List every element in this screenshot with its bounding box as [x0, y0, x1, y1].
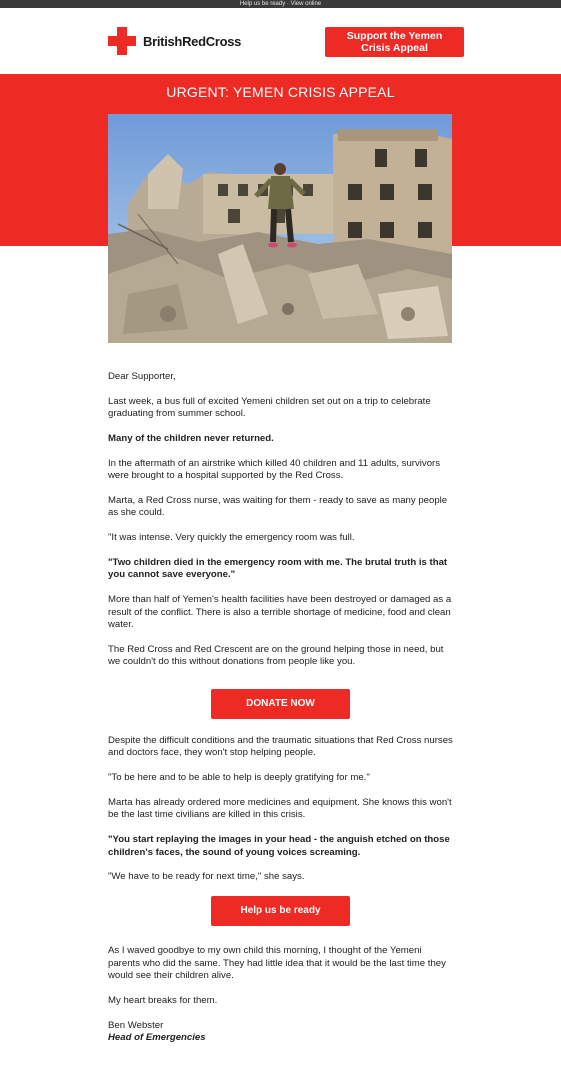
logo-text: BritishRedCross — [143, 33, 242, 49]
paragraph: More than half of Yemen's health facilities have been destroyed or damaged as a result of the conflict. There is also a terrible shortage of medicine, food and clean water. — [108, 594, 452, 631]
quote-bold: "Two children died in the emergency room with me. The brutal truth is that you cannot save everyone." — [108, 557, 448, 581]
preheader-bar — [0, 0, 561, 8]
quote-bold: "You start replaying the images in your head - the anguish etched on those children's faces, the sound of young voices screaming. — [108, 834, 450, 858]
signature-title: Head of Emergencies — [108, 1032, 206, 1044]
paragraph: In the aftermath of an airstrike which killed 40 children and 11 adults, survivors were brought to a hospital supported by the Red Cross. — [108, 457, 441, 482]
email-header — [0, 8, 561, 74]
signature-name: Ben Webster — [108, 1019, 164, 1031]
donate-now-button[interactable]: DONATE NOW — [211, 689, 350, 719]
paragraph: Last week, a bus full of excited Yemeni children set out on a trip to celebrate graduating from summer school. — [108, 395, 431, 420]
paragraph: "It was intense. Very quickly the emergency room was full. — [108, 532, 355, 544]
view-online-link[interactable]: View online — [290, 1, 322, 7]
paragraph: Despite the difficult conditions and the traumatic situations that Red Cross nurses and doctors face, they won't stop helping people. — [108, 735, 453, 759]
greeting: Dear Supporter, — [108, 371, 176, 382]
red-cross-icon — [108, 27, 136, 55]
email-body — [108, 371, 453, 1044]
paragraph: Marta has already ordered more medicines and equipment. She knows this won't be the last time civilians are killed in this crisis. — [108, 797, 452, 821]
support-appeal-button[interactable] — [325, 27, 464, 57]
paragraph: Marta, a Red Cross nurse, was waiting for them - ready to save as many people as she could. — [108, 495, 448, 519]
help-us-be-ready-button[interactable]: Help us be ready — [211, 896, 350, 926]
paragraph: "We have to be ready for next time," she says. — [108, 871, 305, 883]
preheader-separator: · — [285, 1, 291, 7]
paragraph: The Red Cross and Red Crescent are on the ground helping those in need, but we couldn't do this without donations from people like you. — [108, 643, 444, 668]
paragraph: "To be here and to be able to help is deeply gratifying for me." — [108, 772, 370, 784]
banner-title: URGENT: YEMEN CRISIS APPEAL — [166, 84, 395, 100]
paragraph-bold: Many of the children never returned. — [108, 433, 274, 444]
preheader-text: Help us be ready — [239, 1, 286, 7]
signature — [108, 1020, 453, 1045]
paragraph: My heart breaks for them. — [108, 994, 218, 1006]
british-red-cross-logo[interactable] — [108, 27, 241, 55]
paragraph: As I waved goodbye to my own child this morning, I thought of the Yemeni parents who did the same. They had little idea that it would be the last time they would see their children alive. — [108, 945, 446, 982]
support-appeal-label: Support the Yemen Crisis Appeal — [346, 30, 443, 54]
hero-image[interactable] — [108, 114, 452, 343]
rubble-scene-image — [108, 114, 452, 343]
